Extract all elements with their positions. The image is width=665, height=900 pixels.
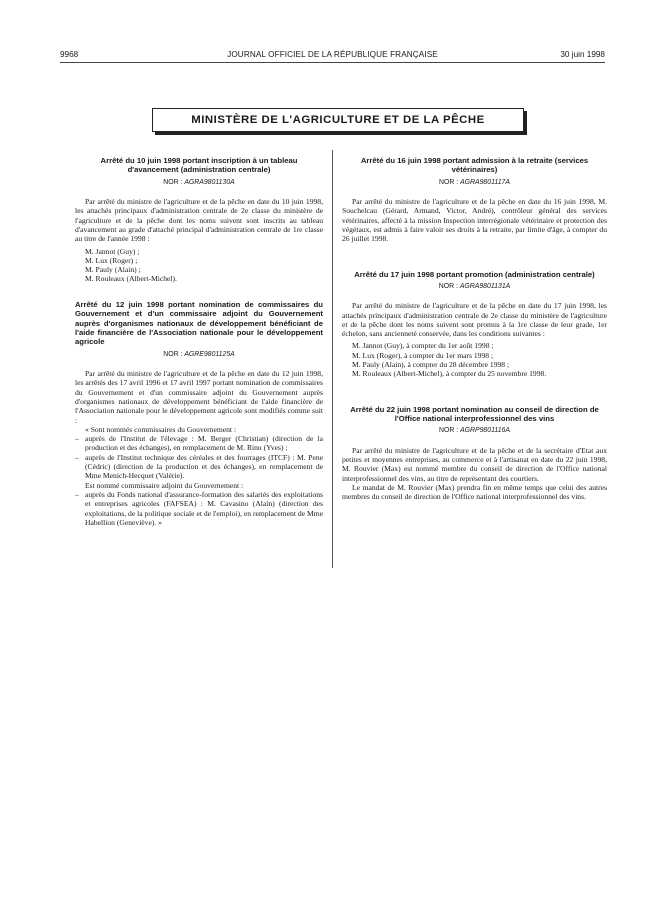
decree-body: Par arrêté du ministre de l'agriculture et de la pêche en date du 10 juin 1998, les attachés principaux d'administration centrale de 2e classe du ministère de l'agriculture et de la pêche dont les noms suivent sont inscrits au tableau d'avancement au grade d'attaché principal d'administration centrale de 1re classe au titre de l'année 1998 : bbox=[75, 197, 323, 244]
name-item: M. Pauly (Alain), à compter du 28 décembre 1998 ; bbox=[352, 360, 510, 370]
list-item: – auprès du Fonds national d'assurance-formation des salariés des exploitations et entreprises agricoles (FAFSEA) : M. Cavasino (Alain) (direction des exploitations, de la politique sociale et de l'emploi), en remplacement de Mme Habellion (Geneviève). » bbox=[75, 490, 323, 527]
decree-body: Par arrêté du ministre de l'agriculture et de la pêche et de la secrétaire d'Etat aux petites et moyennes entreprises, au commerce et à l'artisanat en date du 22 juin 1998, M. Rouvier (Max) est nommé membre du conseil de direction de l'Office national interprofessionnel des vins, au titre de représentant des courtiers. bbox=[342, 445, 607, 483]
ministry-banner bbox=[152, 108, 524, 132]
name-item: M. Lux (Roger) ; bbox=[85, 255, 138, 265]
decree-title: Arrêté du 10 juin 1998 portant inscription à un tableau d'avancement (administration centrale) bbox=[100, 156, 298, 175]
nor-code: AGRA9801130A bbox=[184, 178, 235, 186]
nor-code: AGRA9801131A bbox=[459, 283, 511, 290]
journal-title: JOURNAL OFFICIEL DE LA RÉPUBLIQUE FRANÇAISE bbox=[227, 50, 438, 59]
name-item: M. Jannot (Guy) ; bbox=[85, 246, 140, 256]
column-divider bbox=[332, 150, 333, 568]
sont-nommes-line: « Sont nommés commissaires du Gouvernement : bbox=[85, 424, 237, 434]
nor-code: AGRE9801125A bbox=[184, 350, 235, 358]
names-list bbox=[352, 341, 607, 378]
nor-reference bbox=[342, 178, 607, 187]
name-item: M. Lux (Roger), à compter du 1er mars 1998 ; bbox=[352, 350, 494, 360]
name-item: M. Pauly (Alain) ; bbox=[85, 265, 141, 275]
ministry-title: MINISTÈRE DE L'AGRICULTURE ET DE LA PÊCHE bbox=[191, 114, 485, 126]
nor-label: NOR : bbox=[163, 178, 183, 186]
nor-label: NOR : bbox=[438, 427, 459, 435]
issue-date: 30 juin 1998 bbox=[560, 50, 605, 59]
name-item: M. Rouleaux (Albert-Michel). bbox=[85, 274, 177, 284]
page-number: 9968 bbox=[60, 50, 79, 59]
decree-body-2: Le mandat de M. Rouvier (Max) prendra fin en même temps que celui des autres membres du conseil de direction de l'Office national interprofessionnel des vins. bbox=[342, 482, 607, 502]
commissioner-list bbox=[75, 434, 323, 480]
name-item: M. Rouleaux (Albert-Michel), à compter du 25 novembre 1998. bbox=[352, 369, 547, 379]
list-item: – auprès de l'Institut technique des céréales et des fourrages (ITCF) : M. Pene (Cédric) (direction de la production et des échanges), en remplacement de Mme Menich-Hecquet (Valérie). bbox=[75, 453, 323, 481]
nor-reference bbox=[342, 282, 607, 291]
nor-reference bbox=[342, 426, 607, 435]
nor-code: AGRP9801116A bbox=[460, 427, 510, 435]
decree-22-juin bbox=[342, 405, 607, 502]
decree-10-juin bbox=[75, 156, 323, 284]
decree-body: Par arrêté du ministre de l'agriculture et de la pêche en date du 16 juin 1998, M. Souchelcau (Gérard, Armand, Victor, André), contrôleur général des services vétérinaires, affecté à la mission Inspection interrégionale vétérinaire et protection des végétaux, est admis à faire valoir ses droits à la retraite, par limite d'âge, à compter du 26 juillet 1998. bbox=[342, 197, 607, 244]
decree-title: Arrêté du 12 juin 1998 portant nomination de commissaires du Gouvernement et d'un commissaire adjoint du Gouvernement auprès d'organismes nationaux de développement bénéficiant de l'aide financière de l'Association nationale pour le développement agricole bbox=[75, 299, 323, 347]
decree-17-juin bbox=[342, 270, 607, 379]
right-column bbox=[342, 156, 607, 502]
est-nomme-line: Est nommé commissaire adjoint du Gouvernement : bbox=[85, 480, 244, 490]
nor-label: NOR : bbox=[163, 350, 183, 358]
nor-reference bbox=[75, 350, 323, 359]
name-item: M. Jannot (Guy), à compter du 1er août 1998 ; bbox=[352, 341, 494, 351]
list-item: – auprès de l'Institut de l'élevage : M. Berger (Christian) (direction de la production et des échanges), en remplacement de M. Rinu (Yves) ; bbox=[75, 434, 323, 453]
deputy-list bbox=[75, 490, 323, 527]
left-column bbox=[75, 156, 323, 527]
decree-16-juin bbox=[342, 156, 607, 244]
decree-12-juin bbox=[75, 300, 323, 527]
nor-label: NOR : bbox=[438, 283, 458, 290]
decree-title: Arrêté du 16 juin 1998 portant admission à la retraite (services vétérinaires) bbox=[360, 156, 589, 175]
nor-code: AGRA9801117A bbox=[460, 178, 510, 186]
decree-title: Arrêté du 22 juin 1998 portant nomination au conseil de direction de l'Office national interprofessionnel des vins bbox=[350, 404, 599, 424]
page-header bbox=[60, 50, 605, 62]
names-list bbox=[85, 247, 323, 284]
decree-title: Arrêté du 17 juin 1998 portant promotion (administration centrale) bbox=[354, 269, 595, 279]
nor-label: NOR : bbox=[438, 178, 459, 186]
decree-body: Par arrêté du ministre de l'agriculture et de la pêche en date du 17 juin 1998, les attachés principaux d'administration centrale de 2e classe du ministère de l'agriculture et de la pêche dont les noms suivent sont promus à la 1re classe de leur grade, 1er échelon, sans ancienneté conservée, dans les conditions suivantes : bbox=[342, 301, 607, 339]
nor-reference bbox=[75, 178, 323, 187]
decree-body: Par arrêté du ministre de l'agriculture et de la pêche en date du 12 juin 1998, les arrêtés des 17 avril 1996 et 17 avril 1997 portant nomination de commissaires du Gouvernement et d'un commissaire adjoint du Gouvernement auprès d'organismes nationaux de développement bénéficiant de l'aide financière de l'Association nationale pour le développement agricole sont modifiés comme suit : bbox=[75, 369, 323, 425]
header-rule bbox=[60, 62, 605, 63]
